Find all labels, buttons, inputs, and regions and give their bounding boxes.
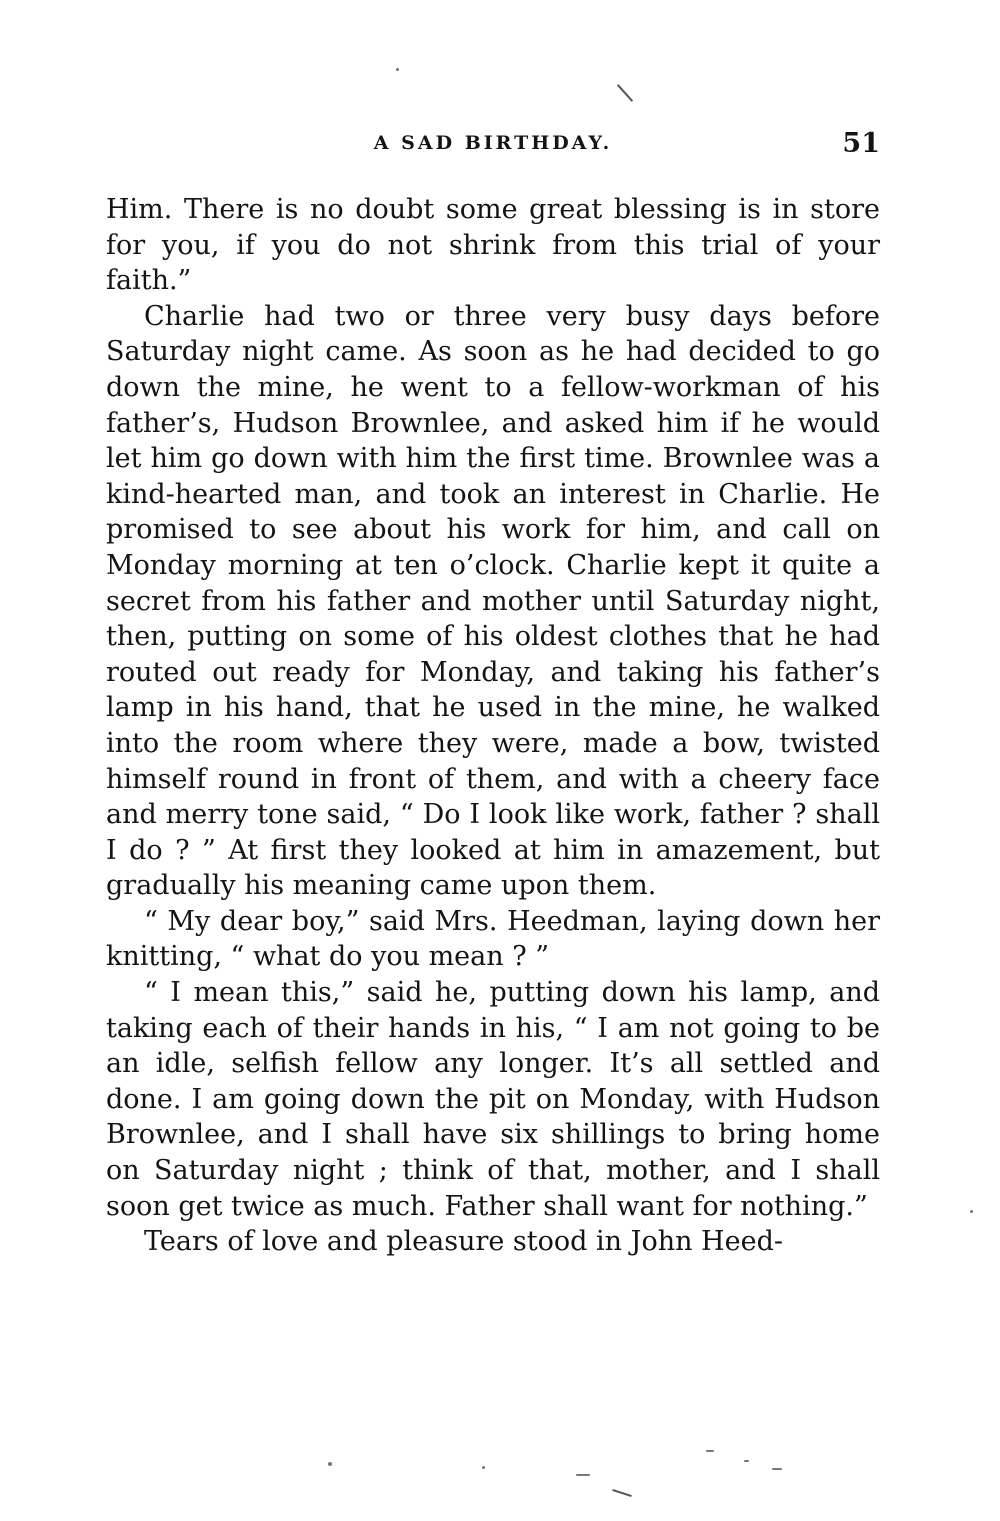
body-text <box>106 192 880 1260</box>
paper-speck <box>328 1462 332 1466</box>
paragraph: “ My dear boy,” said Mrs. Heedman, laying down her knitting, “ what do you mean ? ” <box>106 905 880 973</box>
paper-speck <box>772 1468 782 1470</box>
paragraph: Him. There is no doubt some great blessing is in store for you, if you do not shrink from this trial of your faith.” <box>106 194 880 297</box>
paper-speck <box>576 1474 590 1476</box>
running-title: A SAD BIRTHDAY. <box>373 132 613 154</box>
paragraph: Charlie had two or three very busy days before Saturday night came. As soon as he had decided to go down the mine, he went to a fellow-workman of his father’s, Hudson Brownlee, and asked him if he would let him go down with him the first time. Brownlee was a kind-hearted man, and took an interest in Charlie. He promised to see about his work for him, and call on Monday morning at ten o’clock. Charlie kept it quite a secret from his father and mother until Saturday night, then, putting on some of his oldest clothes that he had routed out ready for Monday, and taking his father’s lamp in his hand, that he used in the mine, he walked into the room where they were, made a bow, twisted himself round in front of them, and with a cheery face and merry tone said, “ Do I look like work, father ? shall I do ? ” At first they looked at him in amazement, but gradually his meaning came upon them. <box>106 300 880 902</box>
ink-mark <box>617 84 633 102</box>
paper-speck <box>970 1210 973 1213</box>
paragraph: Tears of love and pleasure stood in John Heed- <box>144 1226 783 1258</box>
paper-speck <box>706 1450 714 1452</box>
page-header <box>106 128 880 162</box>
page-number: 51 <box>842 128 880 159</box>
paper-speck <box>744 1460 749 1462</box>
ink-mark <box>612 1489 632 1497</box>
paragraph: “ I mean this,” said he, putting down his lamp, and taking each of their hands in his, “ I am not going to be an idle, selfish fellow any longer. It’s all settled and done. I am going down the pit on Monday, with Hudson Brownlee, and I shall have six shillings to bring home on Saturday night ; think of that, mother, and I shall soon get twice as much. Father shall want for nothing.” <box>106 977 880 1222</box>
paper-speck <box>482 1466 485 1469</box>
paper-speck <box>396 68 399 71</box>
